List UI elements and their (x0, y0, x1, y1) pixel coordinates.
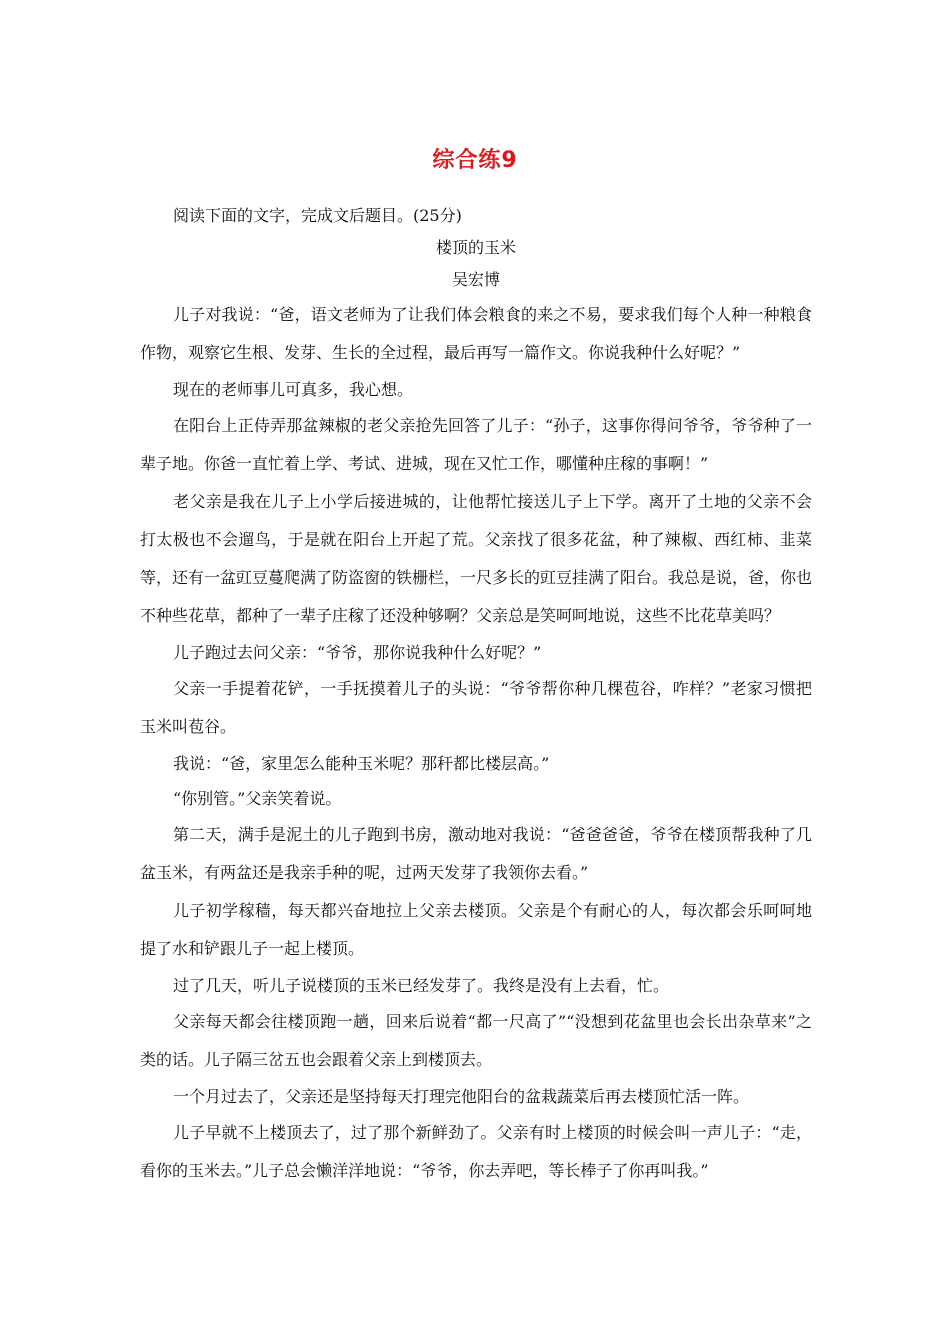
paragraph: 儿子对我说：“爸，语文老师为了让我们体会粮食的来之不易，要求我们每个人种一种粮食作物，观察它生根、发芽、生长的全过程，最后再写一篇作文。你说我种什么好呢？” (140, 305, 812, 362)
paragraph: 儿子跑过去问父亲：“爷爷，那你说我种什么好呢？” (173, 643, 542, 662)
page-title: 综合练9 (432, 148, 518, 173)
paragraph: 现在的老师事儿可真多，我心想。 (173, 380, 414, 399)
paragraph: 老父亲是我在儿子上小学后接进城的，让他帮忙接送儿子上下学。离开了土地的父亲不会打太极也不会遛鸟，于是就在阳台上开起了荒。父亲找了很多花盆，种了辣椒、西红柿、韭菜等，还有一盆豇豆蔓爬满了防盗窗的铁栅栏，一尺多长的豇豆挂满了阳台。我总是说，爸，你也不种些花草，都种了一辈子庄稼了还没种够啊？父亲总是笑呵呵地说，这些不比花草美吗？ (140, 492, 813, 625)
paragraph: 在阳台上正侍弄那盆辣椒的老父亲抢先回答了儿子：“孙子，这事你得问爷爷，爷爷种了一辈子地。你爸一直忙着上学、考试、进城，现在又忙工作，哪懂种庄稼的事啊！” (140, 416, 812, 473)
document-body (140, 200, 812, 1190)
paragraph: 过了几天，听儿子说楼顶的玉米已经发芽了。我终是没有上去看，忙。 (173, 976, 670, 995)
instruction-text: 阅读下面的文字，完成文后题目。(25分) (173, 206, 462, 225)
paragraph: 第二天，满手是泥土的儿子跑到书房，激动地对我说：“爸爸爸爸，爷爷在楼顶帮我种了几盆玉米，有两盆还是我亲手种的呢，过两天发芽了我领你去看。” (140, 825, 812, 882)
story-title: 楼顶的玉米 (435, 238, 516, 257)
author-name: 吴宏博 (451, 270, 500, 289)
paragraph: 儿子早就不上楼顶去了，过了那个新鲜劲了。父亲有时上楼顶的时候会叫一声儿子：“走，看你的玉米去。”儿子总会懒洋洋地说：“爷爷，你去弄吧，等长棒子了你再叫我。” (140, 1123, 812, 1180)
paragraph: 我说：“爸，家里怎么能种玉米呢？那秆都比楼层高。” (173, 754, 550, 773)
paragraph: 父亲每天都会往楼顶跑一趟，回来后说着“都一尺高了”“没想到花盆里也会长出杂草来”之类的话。儿子隔三岔五也会跟着父亲上到楼顶去。 (140, 1012, 812, 1069)
paragraph: 儿子初学稼穑，每天都兴奋地拉上父亲去楼顶。父亲是个有耐心的人，每次都会乐呵呵地提了水和铲跟儿子一起上楼顶。 (140, 901, 812, 958)
paragraph: 一个月过去了，父亲还是坚持每天打理完他阳台的盆栽蔬菜后再去楼顶忙活一阵。 (173, 1087, 750, 1106)
paragraph: “你别管。”父亲笑着说。 (173, 789, 342, 808)
paragraph: 父亲一手提着花铲，一手抚摸着儿子的头说：“爷爷帮你种几棵苞谷，咋样？”老家习惯把玉米叫苞谷。 (140, 679, 812, 736)
